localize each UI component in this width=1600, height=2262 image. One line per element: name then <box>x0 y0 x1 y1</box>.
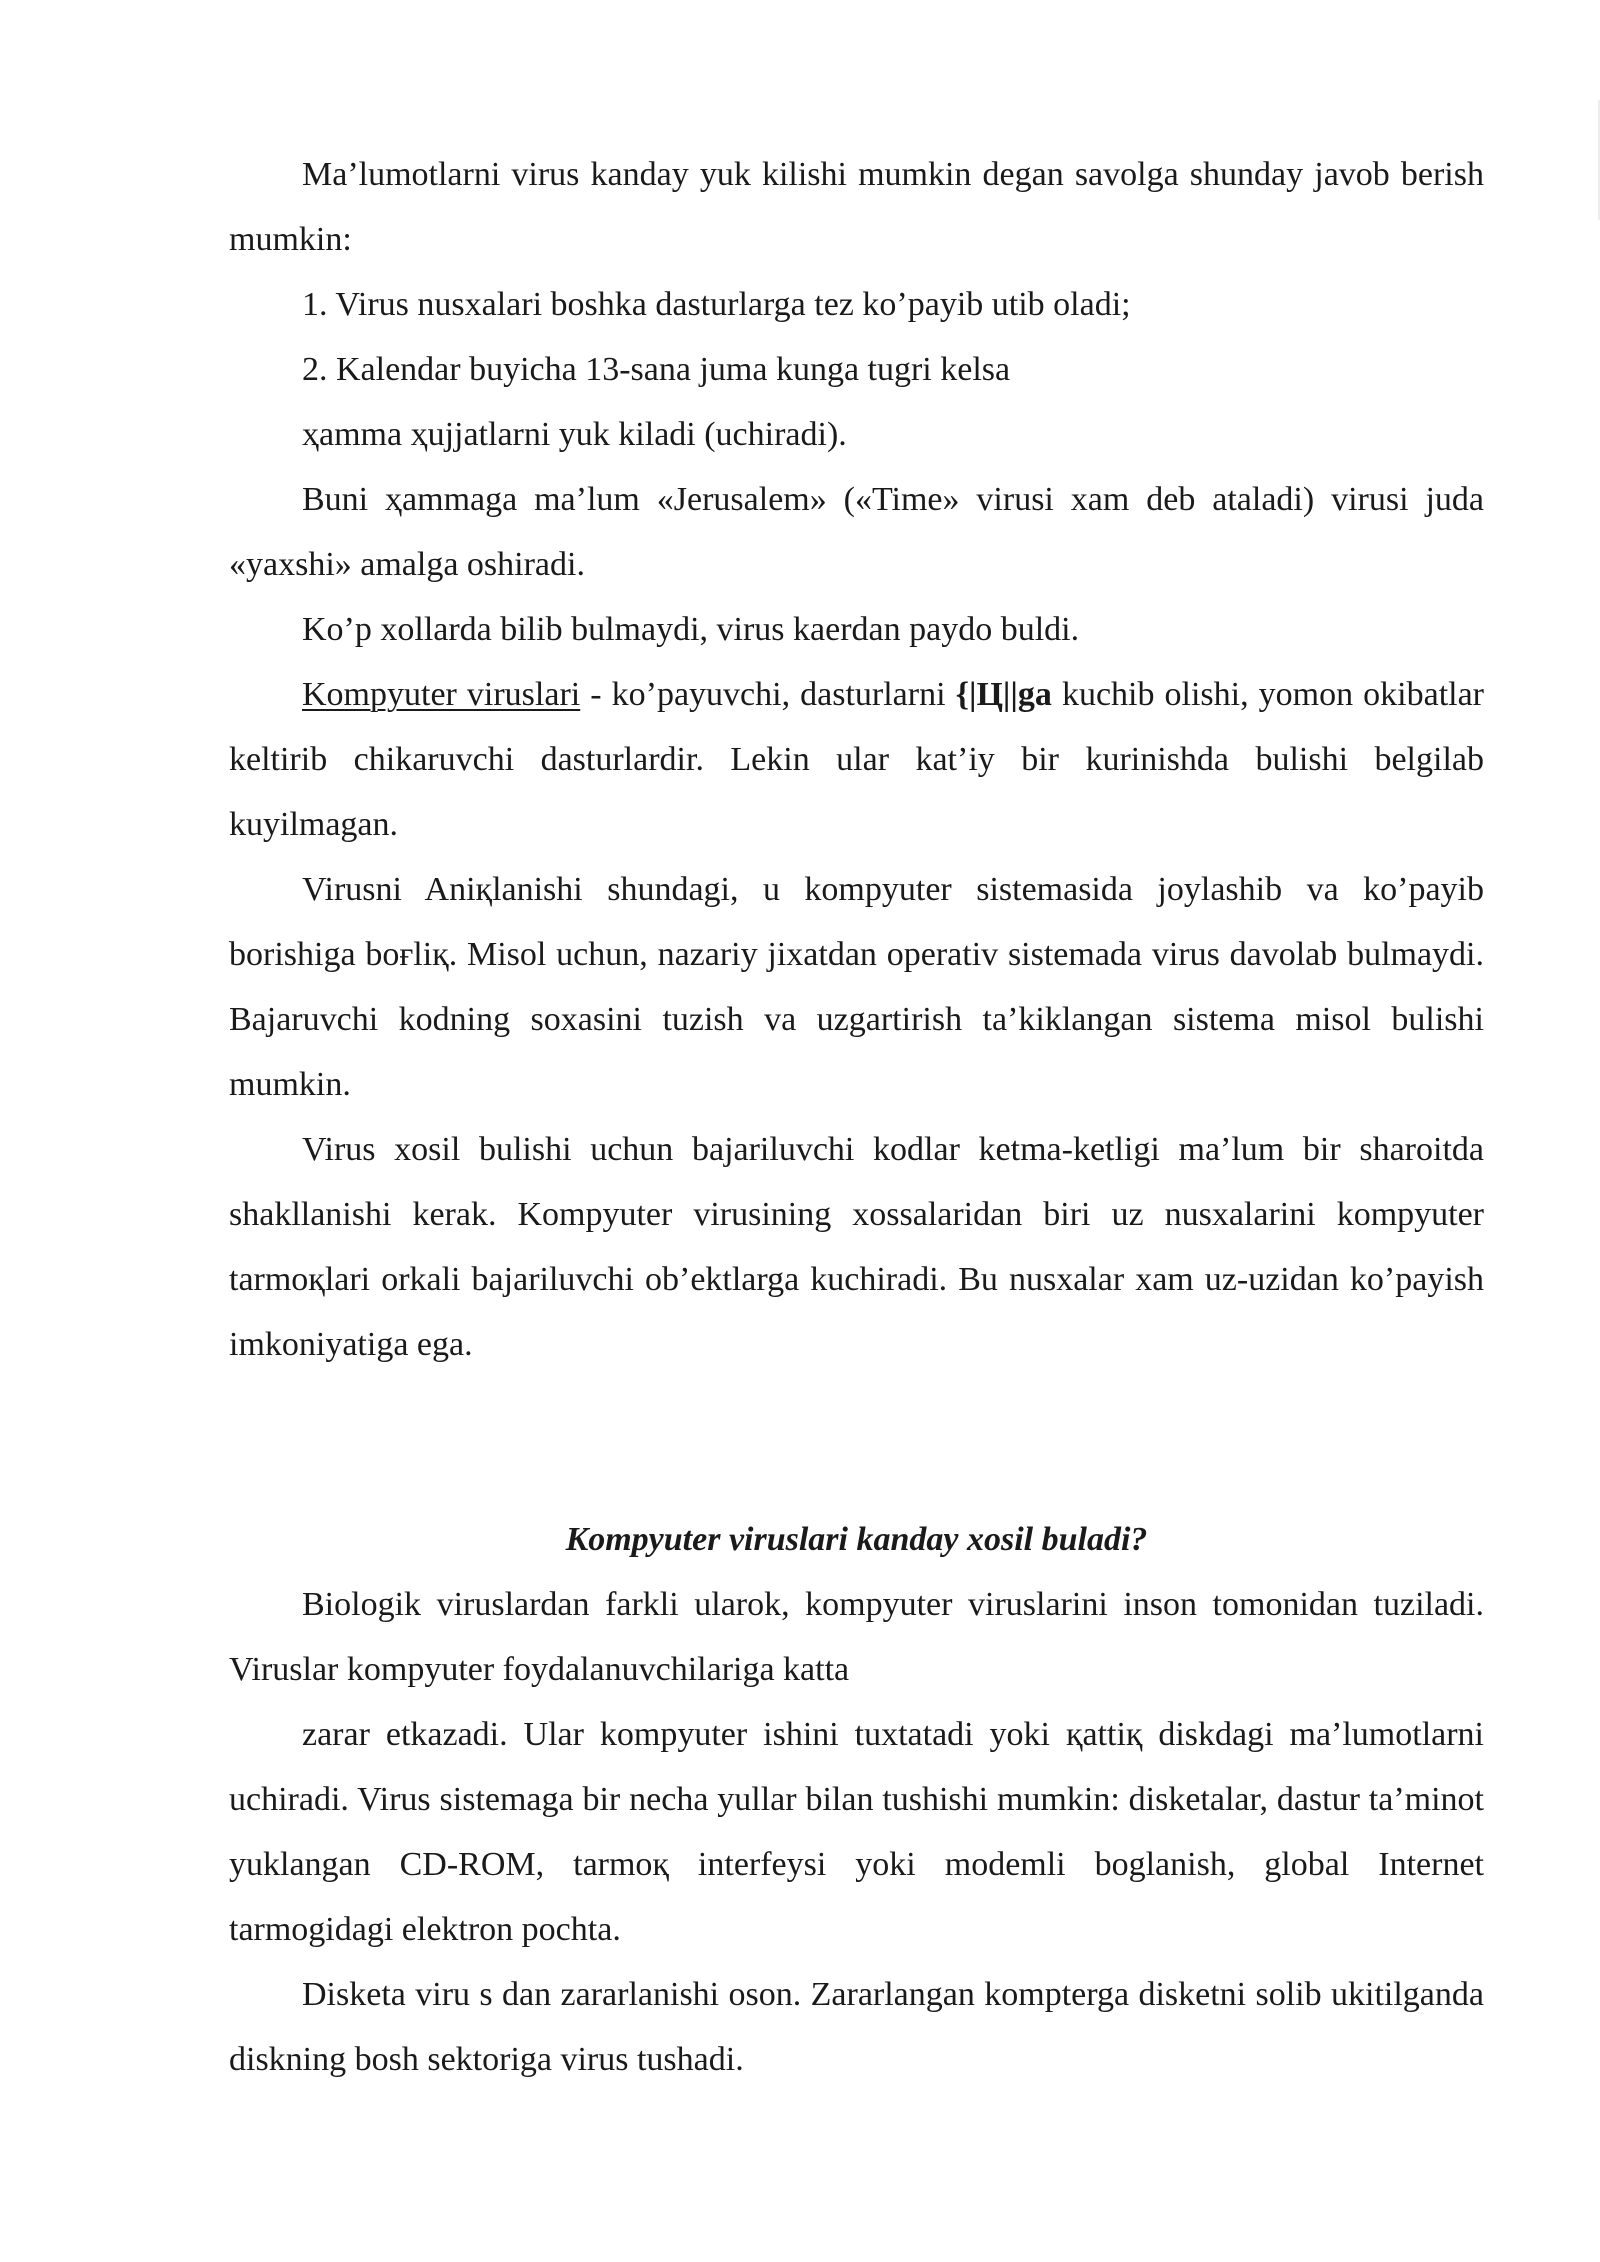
list-item-2-continuation: ҳamma ҳujjatlarni yuk kiladi (uchiradi). <box>302 416 847 453</box>
list-item-1: 1. Virus nusxalari boshka dasturlarga tez ko’payib utib oladi; <box>302 286 1131 323</box>
section-heading: Kompyuter viruslari kanday xosil buladi? <box>565 1521 1148 1558</box>
paragraph-intro: Ma’lumotlarni virus kanday yuk kilishi mumkin degan savolga shunday javob berish mumkin: <box>229 156 1484 258</box>
paragraph-origin: Ko’p xollarda bilib bulmaydi, virus kaerdan paydo buldi. <box>302 611 1080 648</box>
definition-text-b: kuchib olishi, yomon okibatlar keltirib chikaruvchi dasturlardir. Lekin ular kat’iy bir kurinishda bulishi belgilab kuyilmagan. <box>229 676 1484 843</box>
paragraph-damage: zarar etkazadi. Ular kompyuter ishini tuxtatadi yoki қattiқ diskdagi ma’lumotlarni uchiradi. Virus sistemaga bir necha yullar bilan tushishi mumkin: disketalar, dastur ta’minot yuklangan CD-ROM, tarmoқ interfeysi yoki modemli boglanish, global Internet tarmogidagi elektron pochta. <box>229 1716 1484 1948</box>
paragraph-biologic: Biologik viruslardan farkli ularok, kompyuter viruslarini inson tomonidan tuziladi. Viruslar kompyuter foydalanuvchilariga katta <box>229 1586 1484 1688</box>
definition-bold-text: {|Ц||ga <box>955 676 1052 713</box>
document-body <box>229 142 1484 2092</box>
section-gap <box>229 1377 1484 1507</box>
definition-term: Kompyuter viruslari <box>302 676 581 713</box>
definition-text-a: - ko’payuvchi, dasturlarni <box>580 676 956 713</box>
paragraph-definition <box>229 662 1484 857</box>
paragraph-jerusalem: Buni ҳammaga ma’lum «Jerusalem» («Time» virusi xam deb ataladi) virusi juda «yaxshi» amalga oshiradi. <box>229 481 1484 583</box>
paragraph-diskette: Disketa viru s dan zararlanishi oson. Zararlangan kompterga disketni solib ukitilganda diskning bosh sektoriga virus tushadi. <box>229 1976 1484 2078</box>
paragraph-detection: Virusni Aniқlanishi shundagi, u kompyuter sistemasida joylashib va ko’payib borishiga boғliқ. Misol uchun, nazariy jixatdan operativ sistemada virus davolab bulmaydi. Bajaruvchi kodning soxasini tuzish va uzgartirish ta’kiklangan sistema misol bulishi mumkin. <box>229 871 1484 1103</box>
list-item-2: 2. Kalendar buyicha 13-sana juma kunga tugri kelsa <box>302 351 1011 388</box>
paragraph-formation: Virus xosil bulishi uchun bajariluvchi kodlar ketma-ketligi ma’lum bir sharoitda shakllanishi kerak. Kompyuter virusining xossalaridan biri uz nusxalarini kompyuter tarmoқlari orkali bajariluvchi ob’ektlarga kuchiradi. Bu nusxalar xam uz-uzidan ko’payish imkoniyatiga ega. <box>229 1131 1484 1363</box>
